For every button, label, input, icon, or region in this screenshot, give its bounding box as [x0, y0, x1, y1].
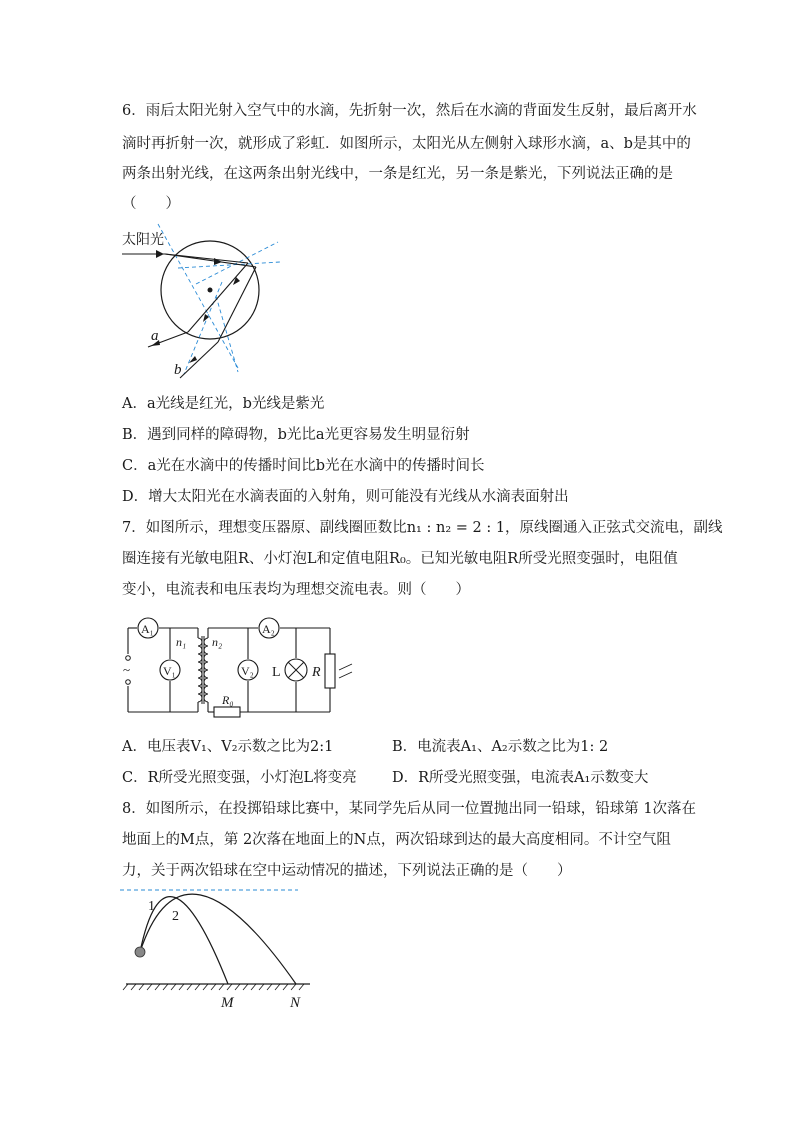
trajectory-2	[140, 894, 296, 984]
transformer-coils	[198, 636, 208, 704]
q8-text-line1: 8．如图所示，在投掷铅球比赛中，某同学先后从同一位置抛出同一铅球，铅球第 1次落在	[122, 801, 697, 817]
voltmeter-v1-label: V₁	[163, 664, 176, 678]
resistor-r0-label: R₀	[222, 693, 234, 707]
q7-text-line2: 圈连接有光敏电阻R、小灯泡L和定值电阻R₀。已知光敏电阻R所受光照变强时，电阻值	[122, 551, 678, 567]
q7-text-line1: 7．如图所示，理想变压器原、副线圈匝数比n₁ : n₂ = 2 : 1，原线圈通入正弦式交流电，副线	[122, 520, 723, 536]
resistor-r0	[214, 707, 240, 717]
point-n-label: N	[290, 995, 301, 1011]
ac-symbol: ~	[123, 662, 131, 677]
q6-text-line2: 滴时再折射一次，就形成了彩虹．如图所示，太阳光从左侧射入球形水滴，a、b是其中的	[122, 136, 691, 152]
q7-option-a: A．电压表V₁、V₂示数之比为2:1	[122, 739, 334, 755]
sun-label: 太阳光	[122, 233, 164, 248]
ac-terminal-top	[126, 656, 131, 661]
ac-terminal-bottom	[126, 680, 131, 685]
q6-text-line1: 6．雨后太阳光射入空气中的水滴，先折射一次，然后在水滴的背面发生反射，最后离开水	[122, 103, 697, 119]
ray-a-label: a	[151, 328, 159, 344]
q7-transformer-circuit	[118, 614, 358, 724]
q8-text-line3: 力，关于两次铅球在空中运动情况的描述，下列说法正确的是（ ）	[122, 863, 572, 879]
q7-text-line3: 变小，电流表和电压表均为理想交流电表。则（ ）	[122, 582, 470, 598]
normal-lines	[158, 224, 280, 374]
photoresistor-label: R	[312, 665, 321, 680]
q6-raindrop-diagram	[118, 222, 298, 384]
q6-text-line3: 两条出射光线，在这两条出射光线中，一条是红光，另一条是紫光，下列说法正确的是	[122, 166, 673, 182]
trajectory-2-label: 2	[172, 909, 179, 924]
shot-put-ball	[135, 947, 145, 957]
coil-n2-label: n₂	[212, 635, 223, 649]
q7-option-c: C．R所受光照变强，小灯泡L将变亮	[122, 770, 357, 786]
drop-center-dot	[208, 288, 213, 293]
ground-hatching	[123, 984, 304, 990]
lamp-label: L	[272, 665, 281, 680]
q7-option-d: D．R所受光照变强，电流表A₁示数变大	[392, 770, 649, 786]
ray-b-label: b	[174, 362, 182, 378]
trajectory-1-label: 1	[148, 899, 155, 914]
photoresistor-r	[325, 654, 335, 688]
q6-answer-paren: （ ）	[122, 196, 180, 212]
point-m-label: M	[221, 995, 234, 1011]
ammeter-a1-label: A₁	[141, 622, 154, 636]
q8-text-line2: 地面上的M点，第 2次落在地面上的N点，两次铅球到达的最大高度相同。不计空气阻	[122, 832, 671, 848]
q6-option-c: C．a光在水滴中的传播时间比b光在水滴中的传播时间长	[122, 458, 485, 474]
light-rays	[122, 254, 256, 378]
q7-option-b: B．电流表A₁、A₂示数之比为1: 2	[392, 739, 609, 755]
q8-shot-put-diagram	[118, 880, 318, 1012]
voltmeter-v2-label: V₂	[241, 664, 254, 678]
q6-option-a: A．a光线是红光，b光线是紫光	[122, 396, 325, 412]
light-arrows-icon	[339, 664, 352, 678]
q6-option-d: D．增大太阳光在水滴表面的入射角，则可能没有光线从水滴表面射出	[122, 489, 569, 505]
coil-n1-label: n₁	[176, 635, 187, 649]
ammeter-a2-label: A₂	[262, 622, 275, 636]
q6-option-b: B．遇到同样的障碍物，b光比a光更容易发生明显衍射	[122, 427, 470, 443]
